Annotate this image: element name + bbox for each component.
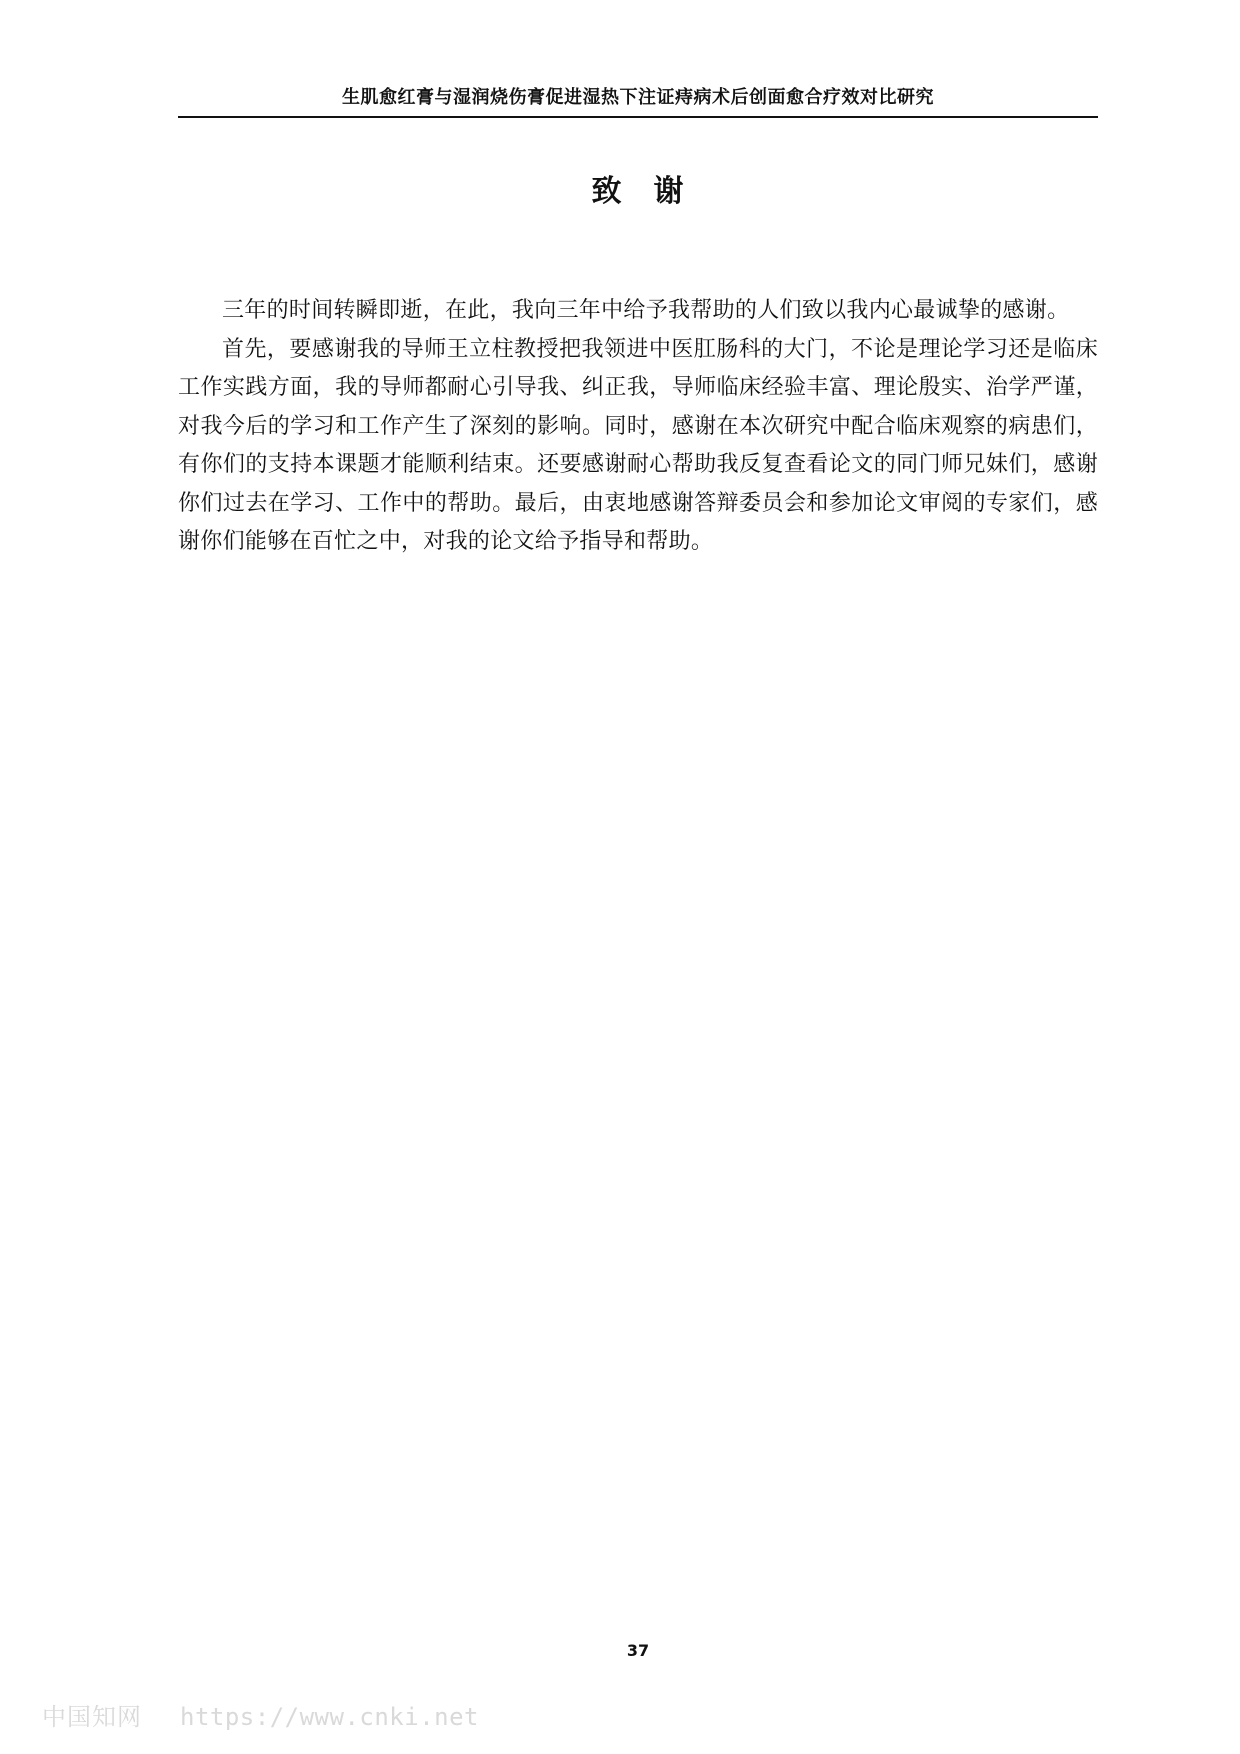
chapter-title: 致 谢: [591, 174, 685, 209]
paragraph: 首先，要感谢我的导师王立柱教授把我领进中医肛肠科的大门，不论是理论学习还是临床工作实践方面，我的导师都耐心引导我、纠正我，导师临床经验丰富、理论殷实、治学严谨，对我今后的学习和工作产生了深刻的影响。同时，感谢在本次研究中配合临床观察的病患们，有你们的支持本课题才能顺利结束。还要感谢耐心帮助我反复查看论文的同门师兄妹们，感谢你们过去在学习、工作中的帮助。最后，由衷地感谢答辩委员会和参加论文审阅的专家们，感谢你们能够在百忙之中，对我的论文给予指导和帮助。: [178, 336, 1098, 554]
paragraph: 三年的时间转瞬即逝，在此，我向三年中给予我帮助的人们致以我内心最诚挚的感谢。: [222, 298, 1070, 323]
watermark-url: https://www.cnki.net: [180, 1703, 479, 1731]
body-text: [178, 292, 1098, 562]
watermark-logo-text: 中国知网: [42, 1703, 142, 1731]
running-header: 生肌愈红膏与湿润烧伤膏促进湿热下注证痔病术后创面愈合疗效对比研究: [342, 87, 934, 108]
header-rule: [178, 116, 1098, 118]
page-number: 37: [626, 1641, 650, 1660]
cnki-watermark: [42, 1702, 479, 1732]
